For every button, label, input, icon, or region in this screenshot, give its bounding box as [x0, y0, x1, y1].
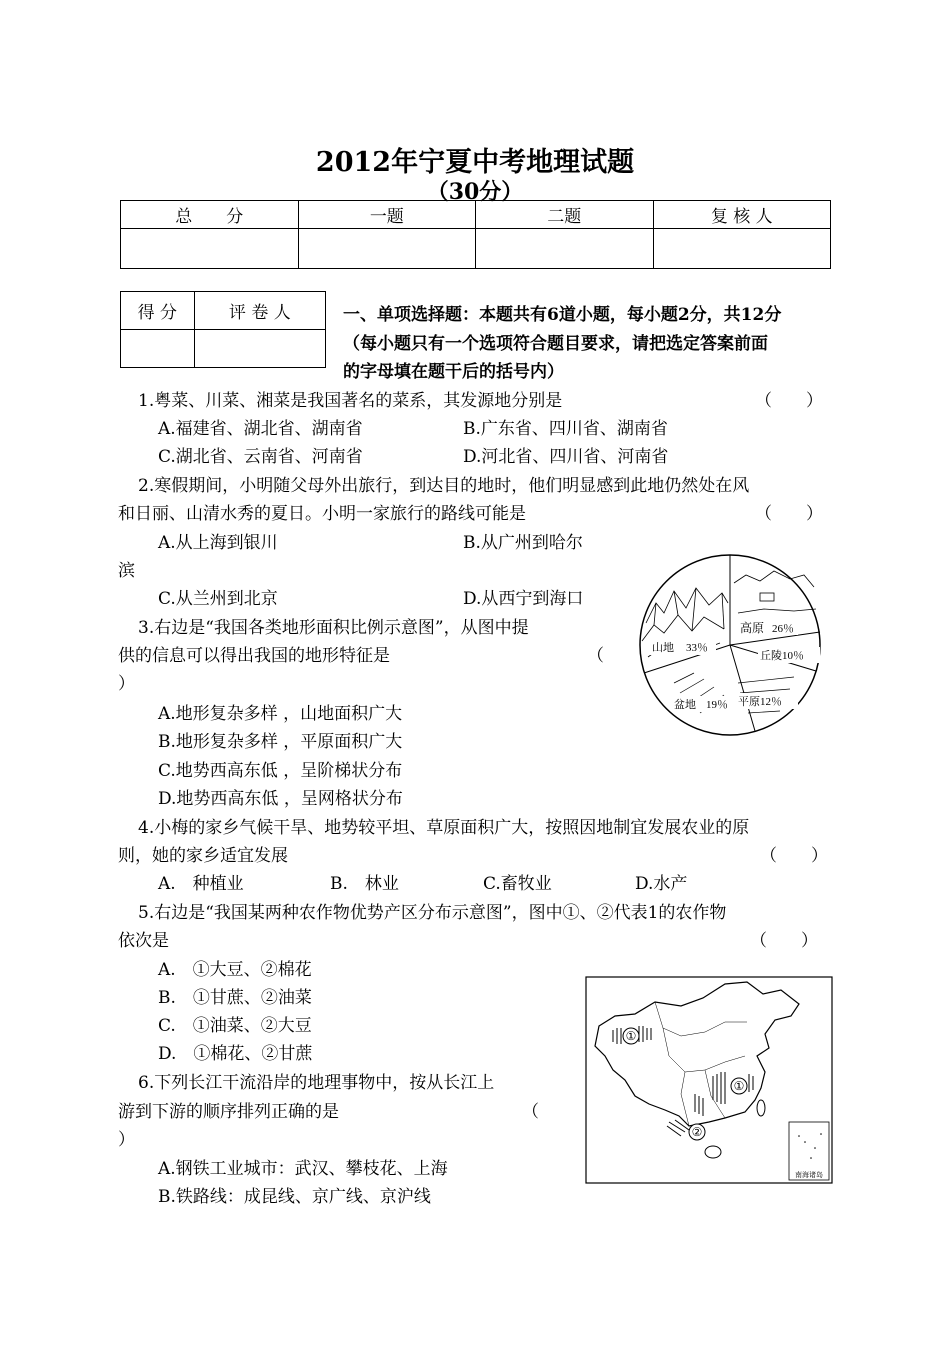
page-title: 2012年宁夏中考地理试题	[315, 147, 635, 178]
q6-option-a[interactable]: A.钢铁工业城市：武汉、攀枝花、上海	[158, 1159, 448, 1179]
q1-answer-paren[interactable]: （ ）	[755, 391, 823, 411]
q6-paren-close: ）	[118, 1130, 135, 1150]
region1-yangtze-label: ①	[733, 1079, 745, 1093]
section1-line1: 一、单项选择题：本题共有6道小题，每小题2分，共12分	[343, 305, 782, 325]
q2-option-a[interactable]: A.从上海到银川	[158, 533, 278, 553]
score-header-total: 总 分	[121, 201, 299, 229]
q3-option-d[interactable]: D.地势西高东低 ，呈网格状分布	[158, 789, 403, 809]
q5-answer-paren[interactable]: （ ）	[750, 931, 818, 951]
score-cell-reviewer[interactable]	[653, 229, 830, 269]
grader-header-score: 得 分	[121, 292, 195, 330]
q5-stem-line1: 5.右边是“我国某两种农作物优势产区分布示意图”，图中①、②代表1的农作物	[138, 903, 727, 923]
section1-line2: （每小题只有一个选项符合题目要求，请把选定答案前面	[343, 334, 768, 354]
q4-option-d[interactable]: D.水产	[635, 874, 688, 894]
score-header-reviewer: 复 核 人	[653, 201, 830, 229]
score-cell-part1[interactable]	[298, 229, 475, 269]
pie-label-mountain-pct: 33％	[686, 642, 708, 654]
q3-paren-close: ）	[118, 674, 135, 694]
q5-option-d[interactable]: D. ①棉花、②甘蔗	[158, 1044, 313, 1064]
score-cell-part2[interactable]	[476, 229, 653, 269]
q1-option-a[interactable]: A.福建省、湖北省、湖南省	[158, 419, 363, 439]
pie-label-hills: 丘陵10％	[760, 650, 804, 662]
q6-paren-open[interactable]: （	[522, 1102, 539, 1122]
score-header-part1: 一题	[298, 201, 475, 229]
q2-stem-line1: 2.寒假期间，小明随父母外出旅行，到达目的地时，他们明显感到此地仍然处在风	[138, 476, 750, 496]
q5-option-c[interactable]: C. ①油菜、②大豆	[158, 1016, 312, 1036]
q6-stem-line2: 游到下游的顺序排列正确的是	[118, 1102, 339, 1122]
grader-cell-grader[interactable]	[194, 330, 325, 368]
pie-label-plain: 平原12％	[738, 696, 782, 708]
q1-stem: 1.粤菜、川菜、湘菜是我国著名的菜系，其发源地分别是	[138, 391, 563, 411]
q5-option-b[interactable]: B. ①甘蔗、②油菜	[158, 988, 312, 1008]
q2-stem-line2: 和日丽、山清水秀的夏日。小明一家旅行的路线可能是	[118, 504, 526, 524]
pie-label-mountain: 山地	[652, 642, 674, 654]
q1-option-c[interactable]: C.湖北省、云南省、河南省	[158, 447, 363, 467]
q3-option-a[interactable]: A.地形复杂多样 ，山地面积广大	[158, 704, 403, 724]
q3-stem-line2: 供的信息可以得出我国的地形特征是	[118, 646, 390, 666]
q5-option-a[interactable]: A. ①大豆、②棉花	[158, 960, 312, 980]
q1-option-b[interactable]: B.广东省、四川省、湖南省	[463, 419, 668, 439]
grader-header-grader: 评 卷 人	[194, 292, 325, 330]
page-subtitle: （30分）	[426, 179, 524, 205]
q4-stem-line2: 则，她的家乡适宜发展	[118, 846, 288, 866]
region2-south-label: ②	[691, 1125, 703, 1139]
grader-cell-score[interactable]	[121, 330, 195, 368]
inset-label: 南海诸岛	[795, 1171, 823, 1179]
q5-stem-line2: 依次是	[118, 931, 169, 951]
q4-stem-line1: 4.小梅的家乡气候干旱、地势较平坦、草原面积广大，按照因地制宜发展农业的原	[138, 818, 750, 838]
q6-option-b[interactable]: B.铁路线：成昆线、京广线、京沪线	[158, 1187, 431, 1207]
q4-option-a[interactable]: A. 种植业	[158, 874, 244, 894]
pie-label-plateau: 高原	[740, 621, 765, 635]
q4-answer-paren[interactable]: （ ）	[760, 846, 828, 866]
grader-table	[120, 291, 326, 368]
score-header-part2: 二题	[476, 201, 653, 229]
section1-line3: 的字母填在题干后的括号内）	[343, 362, 564, 382]
q3-stem-line1: 3.右边是“我国各类地形面积比例示意图”，从图中提	[138, 618, 529, 638]
crop-region-map-figure	[585, 976, 833, 1184]
q2-option-c[interactable]: C.从兰州到北京	[158, 589, 278, 609]
region1-northwest-label: ①	[625, 1029, 637, 1043]
q2-option-b-continued: 滨	[118, 561, 135, 581]
pie-label-plateau-pct: 26％	[772, 623, 794, 635]
q3-paren-open[interactable]: （	[587, 646, 604, 666]
terrain-pie-figure	[634, 553, 826, 737]
q3-option-b[interactable]: B.地形复杂多样 ，平原面积广大	[158, 732, 403, 752]
q2-answer-paren[interactable]: （ ）	[755, 504, 823, 524]
pie-label-basin-pct: 19％	[706, 699, 728, 711]
q1-option-d[interactable]: D.河北省、四川省、河南省	[463, 447, 669, 467]
q4-option-c[interactable]: C.畜牧业	[483, 874, 552, 894]
q3-option-c[interactable]: C.地势西高东低 ，呈阶梯状分布	[158, 761, 403, 781]
pie-label-basin: 盆地	[674, 699, 696, 711]
q2-option-b[interactable]: B.从广州到哈尔	[463, 533, 583, 553]
q4-option-b[interactable]: B. 林业	[330, 874, 399, 894]
score-table	[120, 200, 831, 269]
q6-stem-line1: 6.下列长江干流沿岸的地理事物中，按从长江上	[138, 1073, 495, 1093]
score-cell-total[interactable]	[121, 229, 299, 269]
q2-option-d[interactable]: D.从西宁到海口	[463, 589, 584, 609]
